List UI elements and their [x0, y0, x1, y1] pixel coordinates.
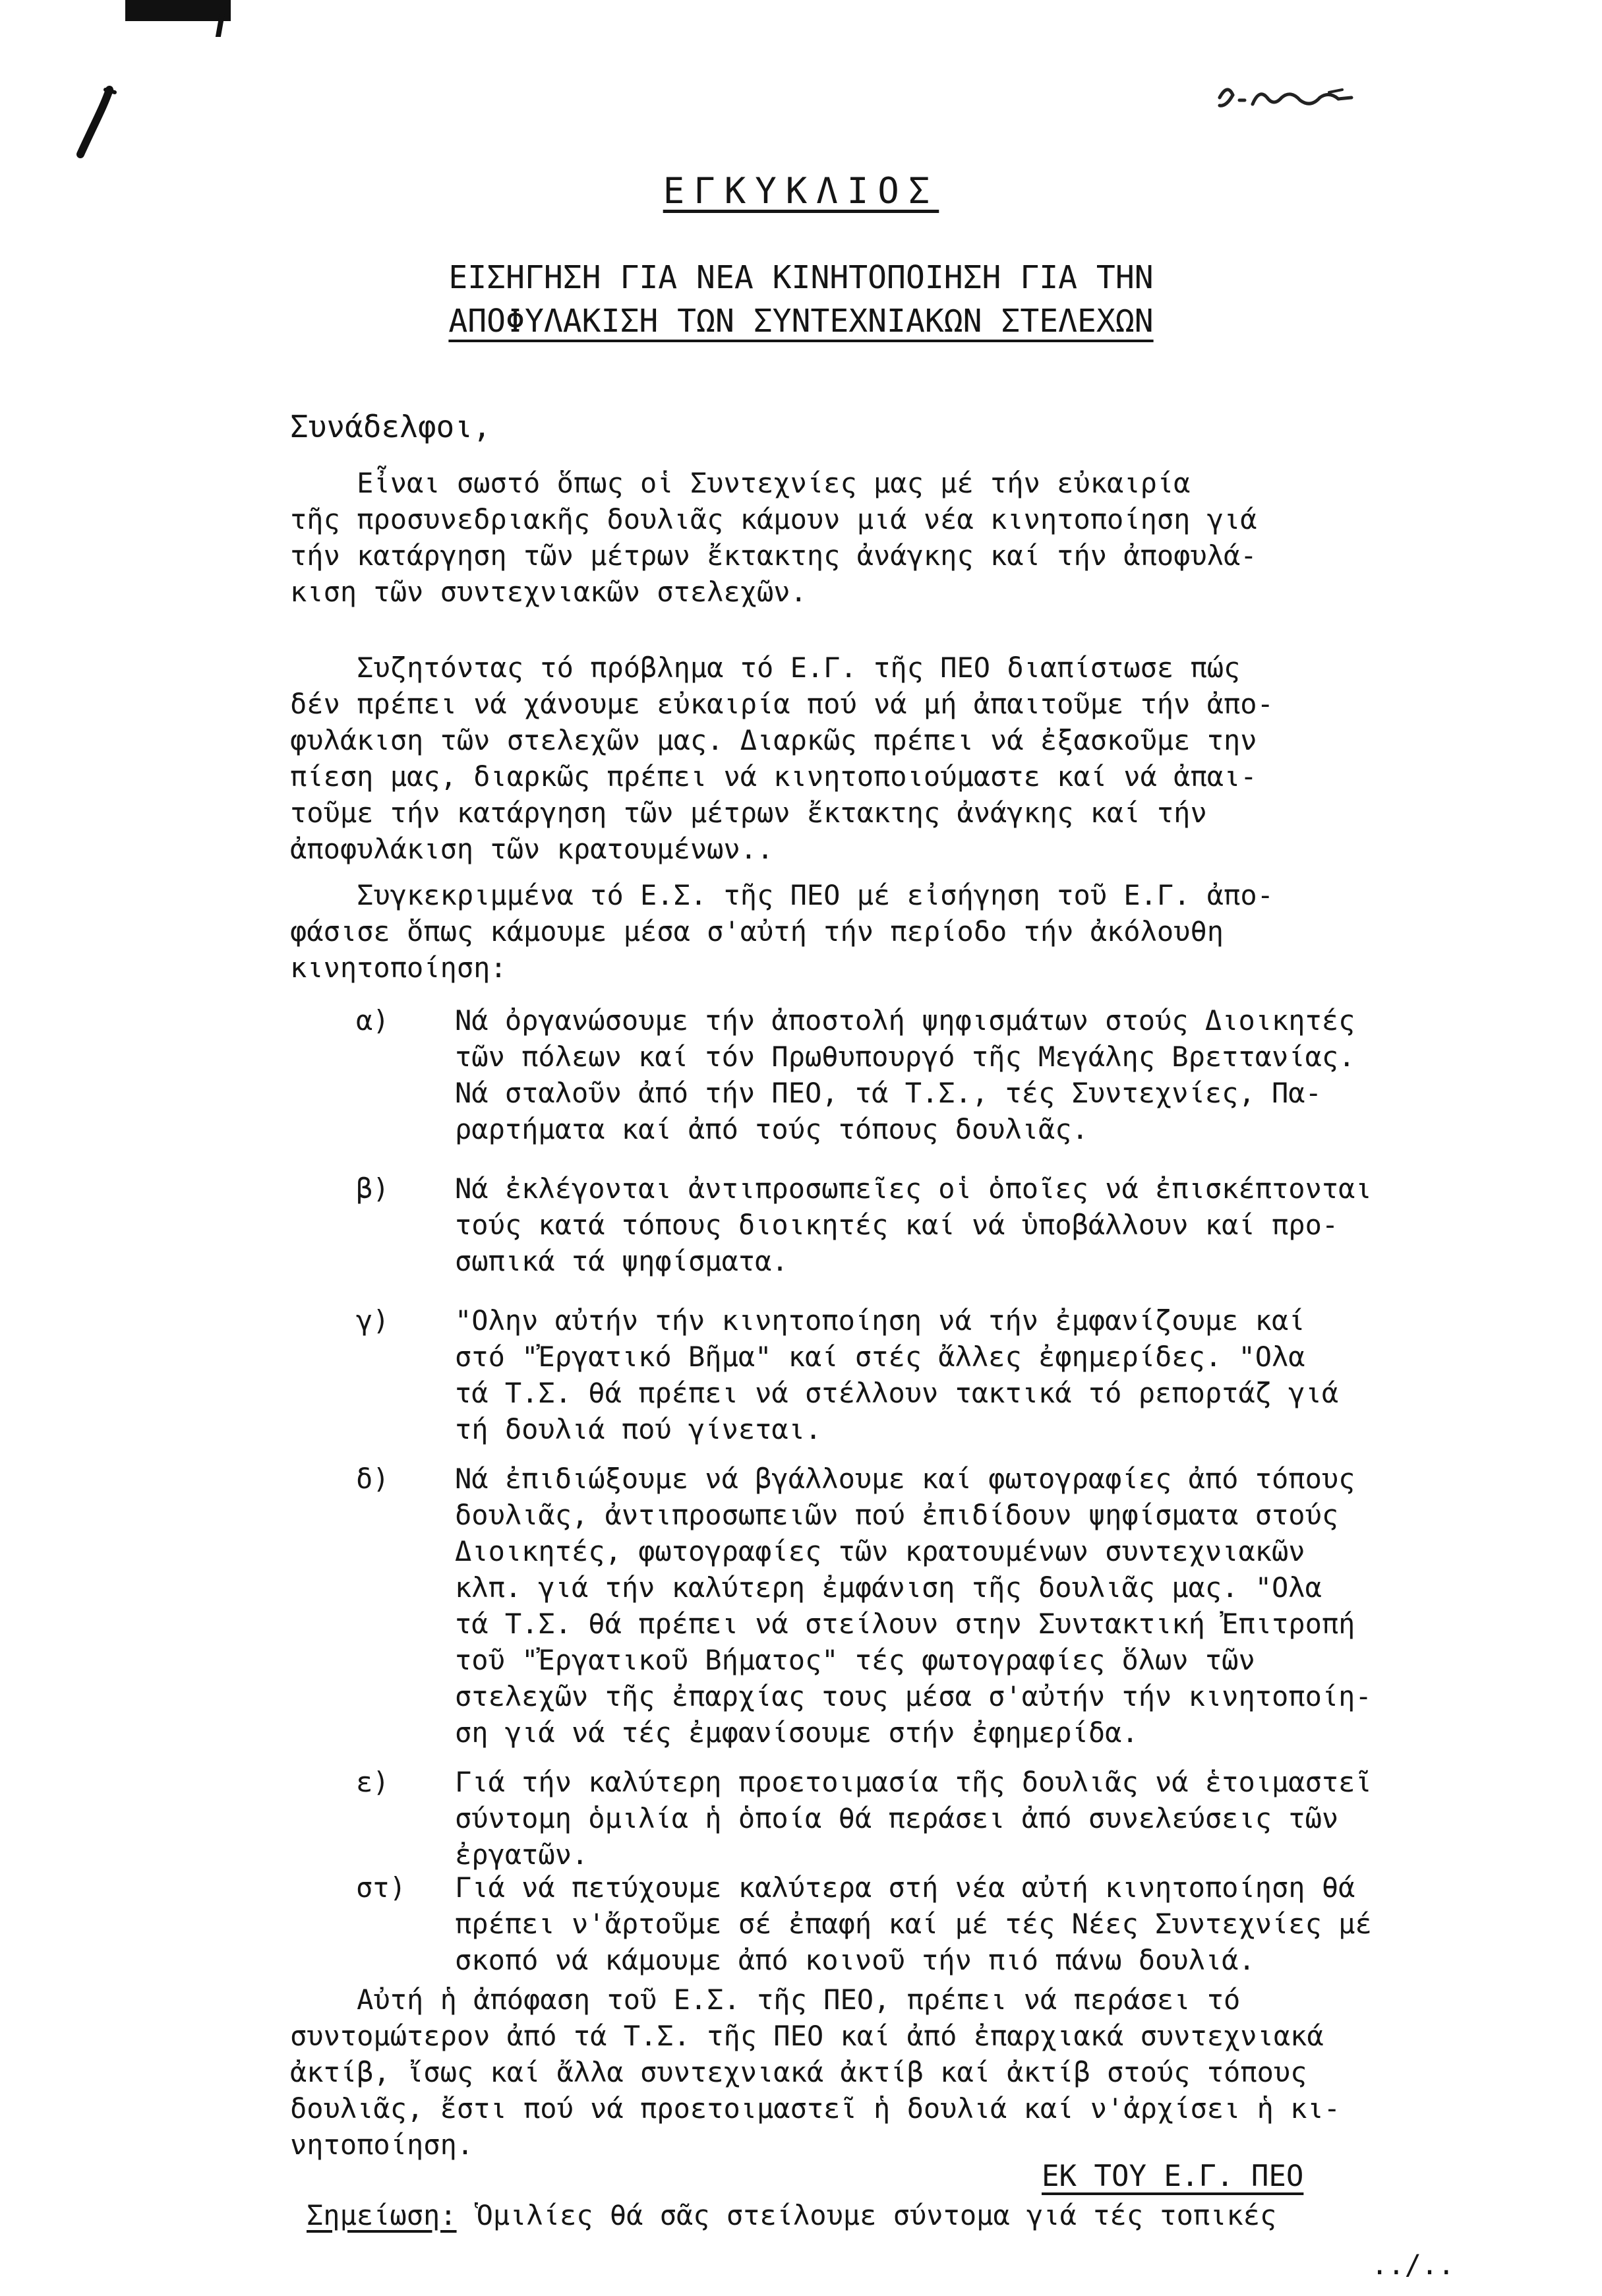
list-item-label: γ): [356, 1304, 390, 1337]
subject-line-2: ΑΠΟΦΥΛΑΚΙΣΗ ΤΩΝ ΣΥΝΤΕΧΝΙΑΚΩΝ ΣΤΕΛΕΧΩΝ: [448, 303, 1154, 340]
page-continuation-mark: ../..: [1371, 2249, 1455, 2281]
list-item-label: β): [356, 1172, 390, 1205]
list-item-text: Νά ἐκλέγονται ἀντιπροσωπεῖες οἱ ὁποῖες νά ἐπισκέπτονται τούς κατά τόπους διοικητές καί νά ὑποβάλλουν καί προ- σωπικά τά ψηφίσματα.: [455, 1172, 1372, 1277]
list-item-text: Γιά τήν καλύτερη προετοιμασία τῆς δουλιᾶς νά ἑτοιμαστεῖ σύντομη ὁμιλία ἡ ὁποία θά περάσει ἀπό συνελεύσεις τῶν ἐργατῶν.: [455, 1766, 1372, 1871]
list-item-label: α): [356, 1004, 390, 1037]
list-item-label: ε): [356, 1766, 390, 1798]
subject-heading: [0, 256, 1602, 343]
footnote-label: Σημείωση:: [307, 2199, 457, 2231]
list-item-label: δ): [356, 1463, 390, 1495]
list-item-label: στ): [356, 1871, 406, 1904]
list-item-text: "Ολην αὐτήν τήν κινητοποίηση νά τήν ἐμφανίζουμε καί στό "Ἐργατικό Βῆμα" καί στές ἄλλες ἐφημερίδες. "Ολα τά Τ.Σ. θά πρέπει νά στέλλουν τακτικά τό ρεπορτάζ γιά τή δουλιά πού γίνεται.: [455, 1304, 1339, 1445]
subject-line-1: ΕΙΣΗΓΗΣΗ ΓΙΑ ΝΕΑ ΚΙΝΗΤΟΠΟΙΗΣΗ ΓΙΑ ΤΗΝ: [448, 259, 1154, 296]
list-item-text: Νά ἐπιδιώξουμε νά βγάλλουμε καί φωτογραφίες ἀπό τόπους δουλιᾶς, ἀντιπροσωπειῶν πού ἐπιδίδουν ψηφίσματα στούς Διοικητές, φωτογραφίες τῶν κρατουμένων συντεχνιακῶν κλπ. γιά τήν καλύτερη ἐμφάνιση τῆς δουλιᾶς μας. "Ολα τά Τ.Σ. θά πρέπει νά στείλουν στην Συντακτική Ἐπιτροπή τοῦ "Ἐργατικοῦ Βήματος" τές φωτογραφίες ὅλων τῶν στελεχῶν τῆς ἐπαρχίας τους μέσα σ'αὐτήν τήν κινητοποίη- ση γιά νά τές ἐμφανίσουμε στήν ἐφημερίδα.: [455, 1463, 1372, 1749]
document-title: ΕΓΚΥΚΛΙΟΣ: [663, 170, 939, 212]
black-redaction-bar: [125, 0, 231, 21]
footnote-text: Ὁμιλίες θά σᾶς στείλουμε σύντομα γιά τές τοπικές: [476, 2199, 1277, 2231]
signature-line: ΕΚ ΤΟΥ Ε.Γ. ΠΕΟ: [1042, 2160, 1304, 2193]
paragraph-3: Συγκεκριμμένα τό Ε.Σ. τῆς ΠΕΟ μέ εἰσήγηση τοῦ Ε.Γ. ἀπο- φάσισε ὅπως κάμουμε μέσα σ'αὐτή τήν περίοδο τήν ἀκόλουθη κινητοποίηση:: [290, 879, 1274, 984]
list-item-text: Νά ὀργανώσουμε τήν ἀποστολή ψηφισμάτων στούς Διοικητές τῶν πόλεων καί τόν Πρωθυπουργό τῆς Μεγάλης Βρεττανίας. Νά σταλοῦν ἀπό τήν ΠΕΟ, τά Τ.Σ., τές Συντεχνίες, Πα- ραρτήματα καί ἀπό τούς τόπους δουλιᾶς.: [455, 1004, 1355, 1145]
paragraph-2: Συζητόντας τό πρόβλημα τό Ε.Γ. τῆς ΠΕΟ διαπίστωσε πώς δέν πρέπει νά χάνουμε εὐκαιρία πού νά μή ἀπαιτοῦμε τήν ἀπο- φυλάκιση τῶν στελεχῶν μας. Διαρκῶς πρέπει νά ἐξασκοῦμε την πίεση μας, διαρκῶς πρέπει νά κινητοποιούμαστε καί νά ἀπαι- τοῦμε τήν κατάργηση τῶν μέτρων ἔκτακτης ἀνάγκης καί τήν ἀποφυλάκιση τῶν κρατουμένων..: [290, 651, 1274, 865]
list-item-text: Γιά νά πετύχουμε καλύτερα στή νέα αὐτή κινητοποίηση θά πρέπει ν'ἄρτοῦμε σέ ἐπαφή καί μέ τές Νέες Συντεχνίες μέ σκοπό νά κάμουμε ἀπό κοινοῦ τήν πιό πάνω δουλιά.: [455, 1871, 1372, 1976]
handwritten-reference-mark: [1213, 78, 1358, 124]
salutation: Συνάδελφοι,: [290, 409, 491, 444]
paragraph-1: Εἶναι σωστό ὅπως οἱ Συντεχνίες μας μέ τήν εὐκαιρία τῆς προσυνεδριακῆς δουλιᾶς κάμουν μιά νέα κινητοποίηση γιά τήν κατάργηση τῶν μέτρων ἔκτακτης ἀνάγκης καί τήν ἀποφυλά- κιση τῶν συντεχνιακῶν στελεχῶν.: [290, 467, 1257, 608]
paragraph-4: Αὐτή ἡ ἀπόφαση τοῦ Ε.Σ. τῆς ΠΕΟ, πρέπει νά περάσει τό συντομώτερον ἀπό τά Τ.Σ. τῆς ΠΕΟ καί ἀπό ἐπαρχιακά συντεχνιακά ἀκτίβ, ἴσως καί ἄλλα συντεχνιακά ἀκτίβ καί ἀκτίβ στούς τόπους δουλιᾶς, ἔστι πού νά προετοιμαστεῖ ἡ δουλιά καί ν'ἀρχίσει ἡ κι- νητοποίηση.: [290, 1983, 1341, 2161]
pen-stroke-mark: [71, 86, 117, 158]
footnote: [307, 2199, 1276, 2231]
